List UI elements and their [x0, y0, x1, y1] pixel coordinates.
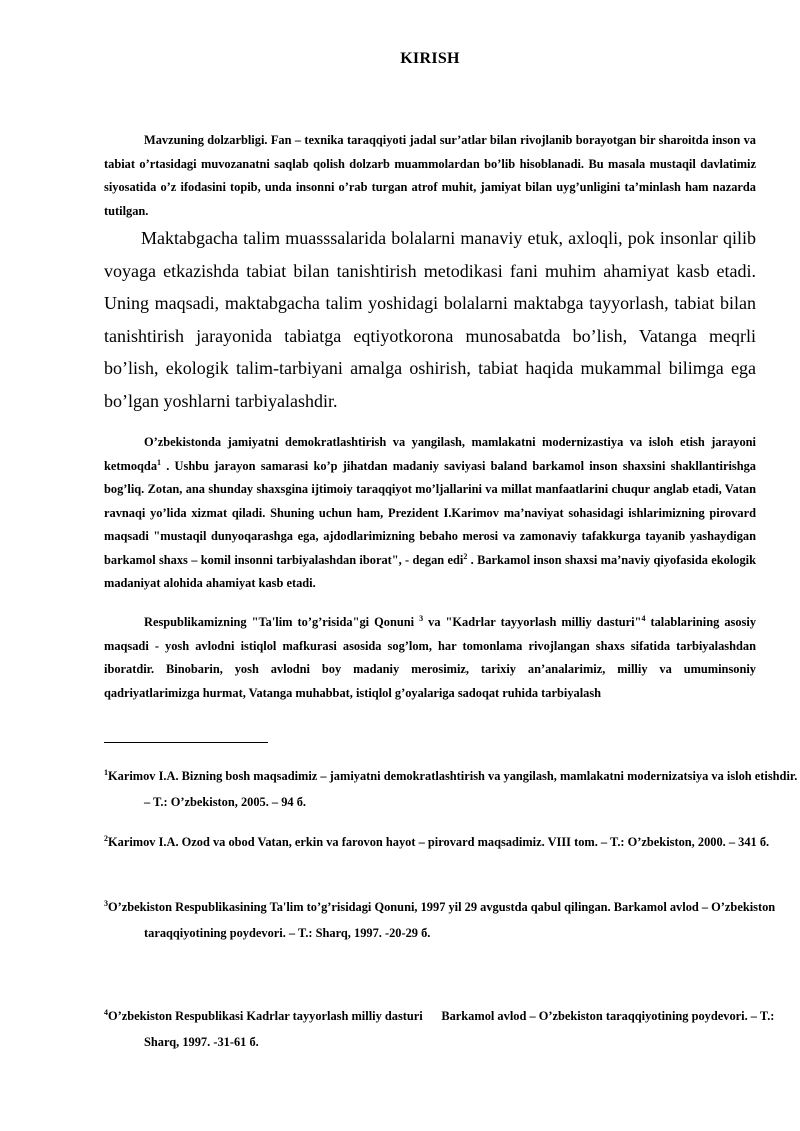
footnote-2-number: 2	[104, 834, 108, 843]
paragraph-education-law-text-3: talablarining asosiy maqsadi - yosh avlodni istiqlol mafkurasi asosida sog’lom, har tomonlama rivojlangan shaxs sifatida tarbiyalashdan iboratdir. Binobarin, yosh avlodni boy madaniy merosimiz, tarixiy an’analarimiz, milliy va umuminsoniy qadriyatlarimizga hurmat, Vatanga muhabbat, istiqlol g’oyalariga sadoqat ruhida tarbiyalash	[104, 615, 757, 700]
paragraph-preschool	[104, 222, 756, 417]
footnote-2	[104, 829, 800, 855]
paragraph-democratization-text-1: O’zbekistonda jamiyatni demokratlashtirish va yangilash, mamlakatni modernizastiya va isloh etish jarayoni ketmoqda	[104, 435, 756, 473]
footnote-separator	[104, 742, 268, 743]
footnote-ref-4: 4	[641, 614, 646, 623]
paragraph-education-law-text-2: va "Kadrlar tayyorlash milliy dasturi"	[423, 615, 642, 629]
footnote-1	[104, 763, 800, 815]
paragraph-education-law-text-1: Respublikamizning "Ta'lim to’g’risida"gi Qonuni	[144, 615, 420, 629]
paragraph-relevance-text: Mavzuning dolzarbligi. Fan – texnika taraqqiyoti jadal sur’atlar bilan rivojlanib borayotgan bir sharoitda inson va tabiat o’rtasidagi muvozanatni saqlab qolish dolzarb muammolardan bo’lib hisoblanadi. Bu masala mustaqil davlatimiz siyosatida o’z ifodasini topib, unda insonni o’rab turgan atrof muhit, jamiyat bilan uyg’unligini ta’minlash ham nazarda tutilgan.	[104, 133, 756, 218]
footnote-3	[104, 894, 800, 946]
footnote-2-text: Karimov I.A. Ozod va obod Vatan, erkin va farovon hayot – pirovard maqsadimiz. VIII tom. – T.: O’zbekiston, 2000. – 341 б.	[108, 835, 770, 849]
paragraph-preschool-text: Maktabgacha talim muasssalarida bolalarni manaviy etuk, axloqli, pok insonlar qilib voyaga etkazishda tabiat bilan tanishtirish metodikasi fani muhim ahamiyat kasb etadi. Uning maqsadi, maktabgacha talim yoshidagi bolalarni maktabga tayyorlash, tabiat bilan tanishtirish jarayonida tabiatga eqtiyotkorona munosabatda bo’lish, Vatanga meqrli bo’lish, ekologik talim-tarbiyani amalga oshirish, tabiat haqida mukammal bilimga ega bo’lgan yoshlarni tarbiyalashdir.	[104, 228, 756, 411]
footnote-1-number: 1	[104, 768, 108, 777]
footnote-ref-2: 2	[463, 551, 468, 561]
footnote-4-text: O’zbekiston Respublikasi Kadrlar tayyorlash milliy dasturi Barkamol avlod – O’zbekiston taraqqiyotining poydevori. – T.: Sharq, 1997. -31-61 б.	[108, 1009, 778, 1049]
paragraph-relevance	[104, 129, 756, 223]
paragraph-education-law	[104, 611, 756, 705]
paragraph-democratization-text-3: . Barkamol inson shaxsi ma’naviy qiyofasida ekologik madaniyat alohida ahamiyat kasb etadi.	[104, 552, 756, 590]
footnote-1-text: Karimov I.A. Bizning bosh maqsadimiz – jamiyatni demokratlashtirish va yangilash, mamlakatni modernizatsiya va isloh etishdir. – T.: O’zbekiston, 2005. – 94 б.	[108, 769, 798, 809]
paragraph-democratization-text-2: . Ushbu jarayon samarasi ko’p jihatdan madaniy saviyasi baland barkamol inson shaxsini shakllantirishga bog’liq. Zotan, ana shunday shaxsgina ijtimoiy taraqqiyot mo’ljallarini va millat manfaatlarini chuqur anglab etadi, Vatan ravnaqi yo’lida xizmat qiladi. Shuning uchun ham, Prezident I.Karimov ma’naviyat sohasidagi ishlarimizning pirovard maqsadi "mustaqil dunyoqarashga ega, ajdodlarimizning bebaho merosi va zamonaviy tafakkurga tayanib yashaydigan barkamol shaxs – komil insonni tarbiyalashdan iborat", - degan edi	[104, 458, 756, 567]
footnote-3-text: O’zbekiston Respublikasining Ta'lim to’g’risidagi Qonuni, 1997 yil 29 avgustda qabul qilingan. Barkamol avlod – O’zbekiston taraqqiyotining poydevori. – T.: Sharq, 1997. -20-29 б.	[108, 900, 776, 940]
footnote-ref-3: 3	[419, 614, 424, 623]
footnote-3-number: 3	[104, 899, 108, 908]
footnote-4-number: 4	[104, 1008, 108, 1017]
footnote-4	[104, 1003, 800, 1055]
footnote-ref-1: 1	[157, 457, 162, 467]
page-title: KIRISH	[400, 50, 460, 67]
paragraph-democratization	[104, 431, 756, 596]
